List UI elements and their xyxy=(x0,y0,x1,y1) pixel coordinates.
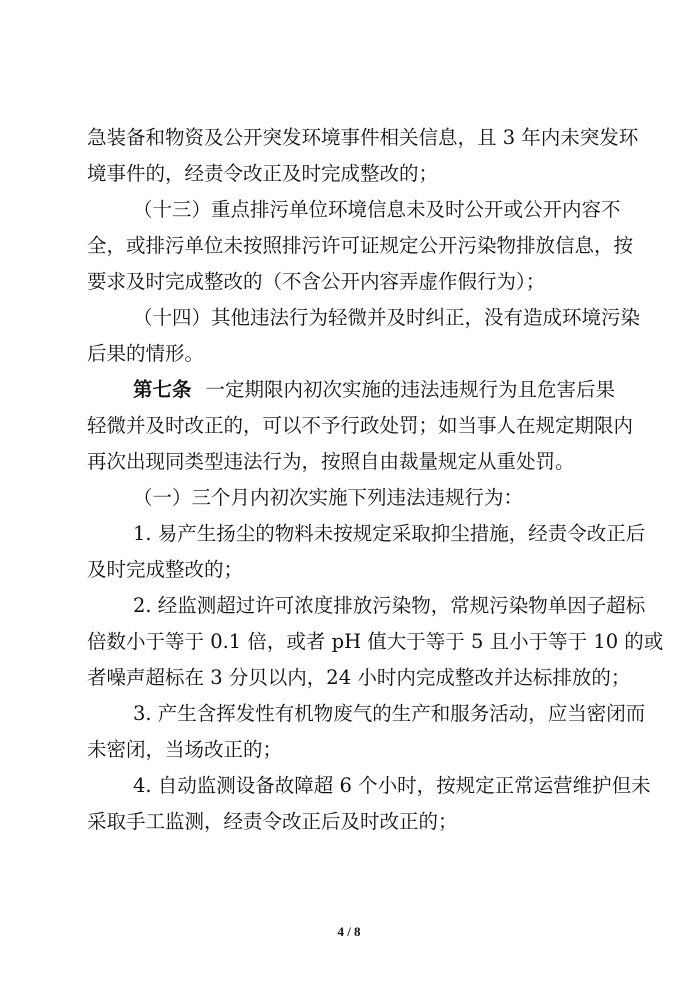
text-line: 轻微并及时改正的，可以不予行政处罚；如当事人在规定期限内 xyxy=(87,414,634,437)
page-number: 4 / 8 xyxy=(337,924,361,939)
text-line: 急装备和物资及公开突发环境事件相关信息，且 3 年内未突发环 xyxy=(87,126,639,149)
text-line: 倍数小于等于 0.1 倍，或者 pH 值大于等于 5 且小于等于 10 的或 xyxy=(87,630,664,653)
article-heading: 第七条 xyxy=(133,378,192,401)
text-line: 4. 自动监测设备故障超 6 个小时，按规定正常运营维护但未 xyxy=(133,774,651,797)
text-line: 全，或排污单位未按照排污许可证规定公开污染物排放信息，按 xyxy=(87,234,634,257)
text-line: 3. 产生含挥发性有机物废气的生产和服务活动，应当密闭而 xyxy=(133,702,646,725)
text-line: 及时完成整改的； xyxy=(87,558,244,581)
document-body xyxy=(87,120,664,840)
text-line: 境事件的，经责令改正及时完成整改的； xyxy=(87,162,439,185)
text-line: 采取手工监测，经责令改正后及时改正的； xyxy=(87,810,458,833)
text-line: 再次出现同类型违法行为，按照自由裁量规定从重处罚。 xyxy=(87,450,575,473)
text-line: 1. 易产生扬尘的物料未按规定采取抑尘措施，经责令改正后 xyxy=(133,522,646,545)
text-line: （一）三个月内初次实施下列违法违规行为： xyxy=(133,486,524,509)
text-line: 后果的情形。 xyxy=(87,342,205,365)
article-line xyxy=(87,372,616,408)
text-line: 者噪声超标在 3 分贝以内，24 小时内完成整改并达标排放的； xyxy=(87,666,631,689)
text-line: （十三）重点排污单位环境信息未及时公开或公开内容不 xyxy=(133,198,621,221)
text-line: 2. 经监测超过许可浓度排放污染物，常规污染物单因子超标 xyxy=(133,594,646,617)
text-line: 未密闭，当场改正的； xyxy=(87,738,283,761)
text-line: 要求及时完成整改的（不含公开内容弄虚作假行为）； xyxy=(87,270,546,293)
text-span: 一定期限内初次实施的违法违规行为且危害后果 xyxy=(205,378,616,401)
text-line: （十四）其他违法行为轻微并及时纠正，没有造成环境污染 xyxy=(133,306,641,329)
